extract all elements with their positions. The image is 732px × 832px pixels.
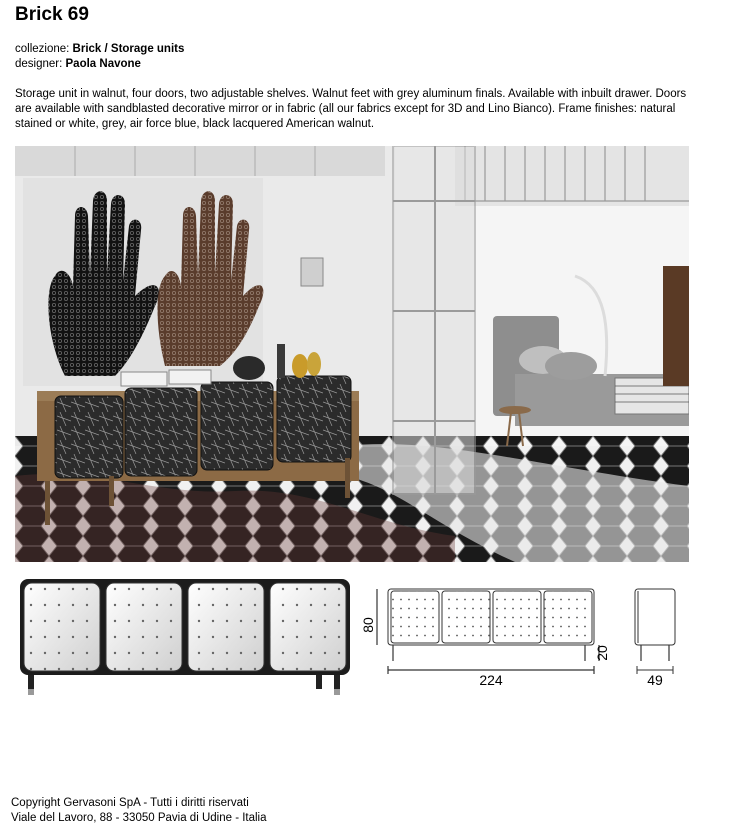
depth-dimension: 49 (647, 672, 663, 688)
address-text: Viale del Lavoro, 88 - 33050 Pavia di Udine - Italia (11, 812, 267, 824)
height-dimension: 80 (360, 617, 376, 633)
collection-label: collezione: (15, 43, 70, 55)
collection-value: Brick / Storage units (72, 43, 185, 55)
footer (11, 796, 267, 826)
copyright-text: Copyright Gervasoni SpA - Tutti i diritti riservati (11, 797, 249, 809)
product-meta (15, 42, 184, 72)
dimension-drawing (355, 575, 700, 775)
product-description: Storage unit in walnut, four doors, two adjustable shelves. Walnut feet with grey aluminum finals. Available with inbuilt drawer. Doors are available with sandblasted decorative mirror or in fabric (all our fabrics except for 3D and Lino Bianco). Frame finishes: natural stained or white, grey, air force blue, black lacquered American walnut. (15, 88, 687, 130)
designer-value: Paola Navone (65, 58, 141, 70)
designer-label: designer: (15, 58, 63, 70)
width-dimension: 224 (479, 672, 503, 688)
collection-line (15, 42, 184, 57)
feet-dimension: 20 (594, 645, 610, 661)
product-title: Brick 69 (15, 4, 89, 25)
front-view-drawing (18, 575, 354, 703)
designer-line (15, 57, 184, 72)
interior-photo (15, 146, 689, 562)
